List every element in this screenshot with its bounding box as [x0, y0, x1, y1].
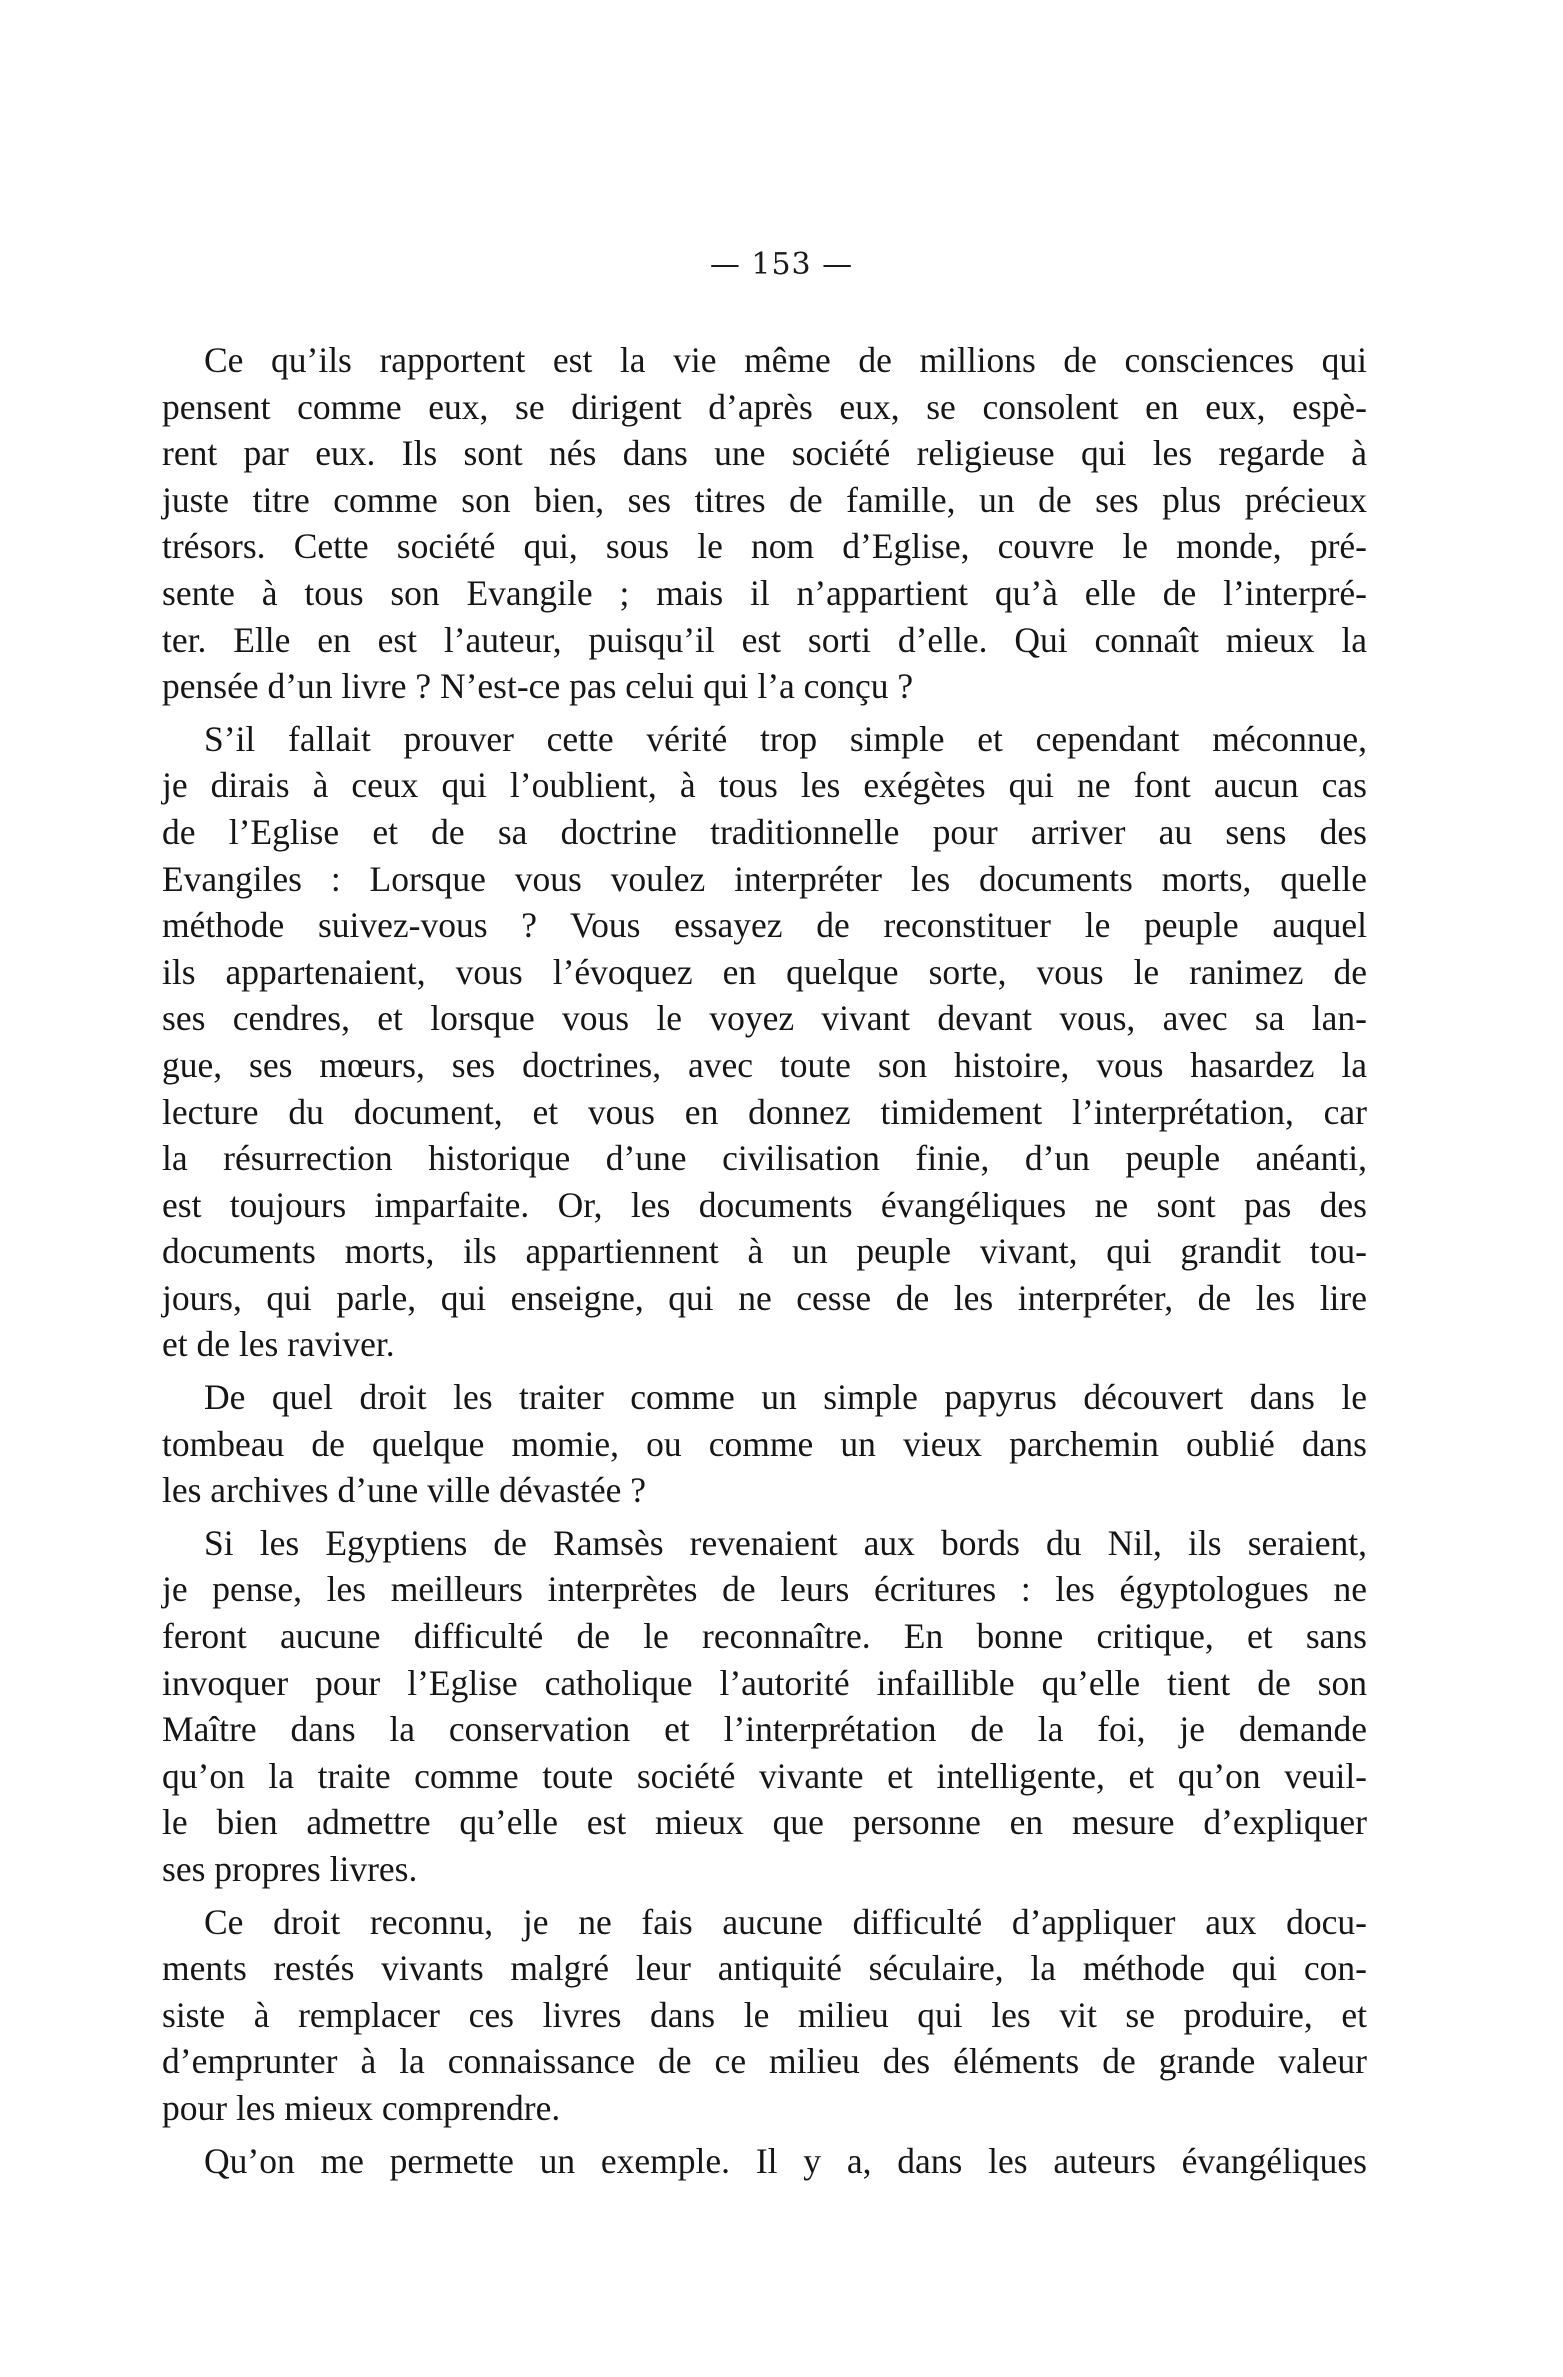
paragraph	[162, 2138, 1367, 2185]
text-line: je pense, les meilleurs interprètes de leurs écritures : les égyptologues ne	[162, 1569, 1367, 1610]
text-line: d’emprunter à la connaissance de ce milieu des éléments de grande valeur	[162, 2041, 1367, 2082]
paragraph	[162, 716, 1367, 1368]
text-line: qu’on la traite comme toute société vivante et intelligente, et qu’on veuil-	[162, 1755, 1367, 1796]
text-line: lecture du document, et vous en donnez timidement l’interprétation, car	[162, 1091, 1367, 1132]
text-line: et de les raviver.	[162, 1324, 395, 1365]
paragraph	[162, 1899, 1367, 2132]
text-line: le bien admettre qu’elle est mieux que personne en mesure d’expliquer	[162, 1802, 1367, 1843]
page-number: — 153 —	[709, 247, 854, 282]
paragraph	[162, 337, 1367, 710]
body-text	[162, 337, 1367, 2190]
text-line: de l’Eglise et de sa doctrine traditionnelle pour arriver au sens des	[162, 811, 1367, 852]
text-line: Si les Egyptiens de Ramsès revenaient aux bords du Nil, ils seraient,	[204, 1522, 1367, 1563]
text-line: trésors. Cette société qui, sous le nom d’Eglise, couvre le monde, pré-	[162, 526, 1367, 567]
text-line: Maître dans la conservation et l’interprétation de la foi, je demande	[162, 1709, 1367, 1750]
text-line: les archives d’une ville dévastée ?	[162, 1470, 646, 1511]
paragraph	[162, 1520, 1367, 1893]
text-line: je dirais à ceux qui l’oublient, à tous les exégètes qui ne font aucun cas	[162, 765, 1367, 806]
text-line: tombeau de quelque momie, ou comme un vieux parchemin oublié dans	[162, 1423, 1367, 1464]
text-line: documents morts, ils appartiennent à un peuple vivant, qui grandit tou-	[162, 1231, 1367, 1272]
text-line: siste à remplacer ces livres dans le milieu qui les vit se produire, et	[162, 1994, 1367, 2035]
text-line: est toujours imparfaite. Or, les documents évangéliques ne sont pas des	[162, 1184, 1367, 1225]
text-line: rent par eux. Ils sont nés dans une société religieuse qui les regarde à	[162, 433, 1367, 474]
text-line: Ce droit reconnu, je ne fais aucune difficulté d’appliquer aux docu-	[204, 1901, 1367, 1942]
text-line: jours, qui parle, qui enseigne, qui ne cesse de les interpréter, de les lire	[162, 1277, 1367, 1318]
text-line: De quel droit les traiter comme un simple papyrus découvert dans le	[204, 1377, 1367, 1418]
text-line: méthode suivez-vous ? Vous essayez de reconstituer le peuple auquel	[162, 905, 1367, 946]
text-line: ments restés vivants malgré leur antiquité séculaire, la méthode qui con-	[162, 1948, 1367, 1989]
text-line: pensée d’un livre ? N’est-ce pas celui qui l’a conçu ?	[162, 666, 914, 707]
text-line: gue, ses mœurs, ses doctrines, avec toute son histoire, vous hasardez la	[162, 1044, 1367, 1085]
text-line: Evangiles : Lorsque vous voulez interpréter les documents morts, quelle	[162, 858, 1367, 899]
text-line: S’il fallait prouver cette vérité trop simple et cependant méconnue,	[204, 718, 1367, 759]
text-line: pour les mieux comprendre.	[162, 2087, 561, 2128]
text-line: ses propres livres.	[162, 1849, 418, 1889]
paragraph	[162, 1374, 1367, 1514]
text-line: Ce qu’ils rapportent est la vie même de millions de consciences qui	[204, 340, 1367, 380]
text-line: Qu’on me permette un exemple. Il y a, dans les auteurs évangéliques	[204, 2140, 1367, 2181]
text-line: la résurrection historique d’une civilisation finie, d’un peuple anéanti,	[162, 1138, 1367, 1179]
text-line: pensent comme eux, se dirigent d’après eux, se consolent en eux, espè-	[162, 386, 1367, 427]
text-line: ses cendres, et lorsque vous le voyez vivant devant vous, avec sa lan-	[162, 998, 1367, 1039]
text-line: juste titre comme son bien, ses titres de famille, un de ses plus précieux	[162, 479, 1367, 520]
text-line: invoquer pour l’Eglise catholique l’autorité infaillible qu’elle tient de son	[162, 1662, 1367, 1703]
text-line: sente à tous son Evangile ; mais il n’appartient qu’à elle de l’interpré-	[162, 572, 1367, 613]
text-line: ils appartenaient, vous l’évoquez en quelque sorte, vous le ranimez de	[162, 951, 1367, 992]
text-line: ter. Elle en est l’auteur, puisqu’il est sorti d’elle. Qui connaît mieux la	[162, 619, 1367, 660]
text-line: feront aucune difficulté de le reconnaître. En bonne critique, et sans	[162, 1616, 1367, 1657]
